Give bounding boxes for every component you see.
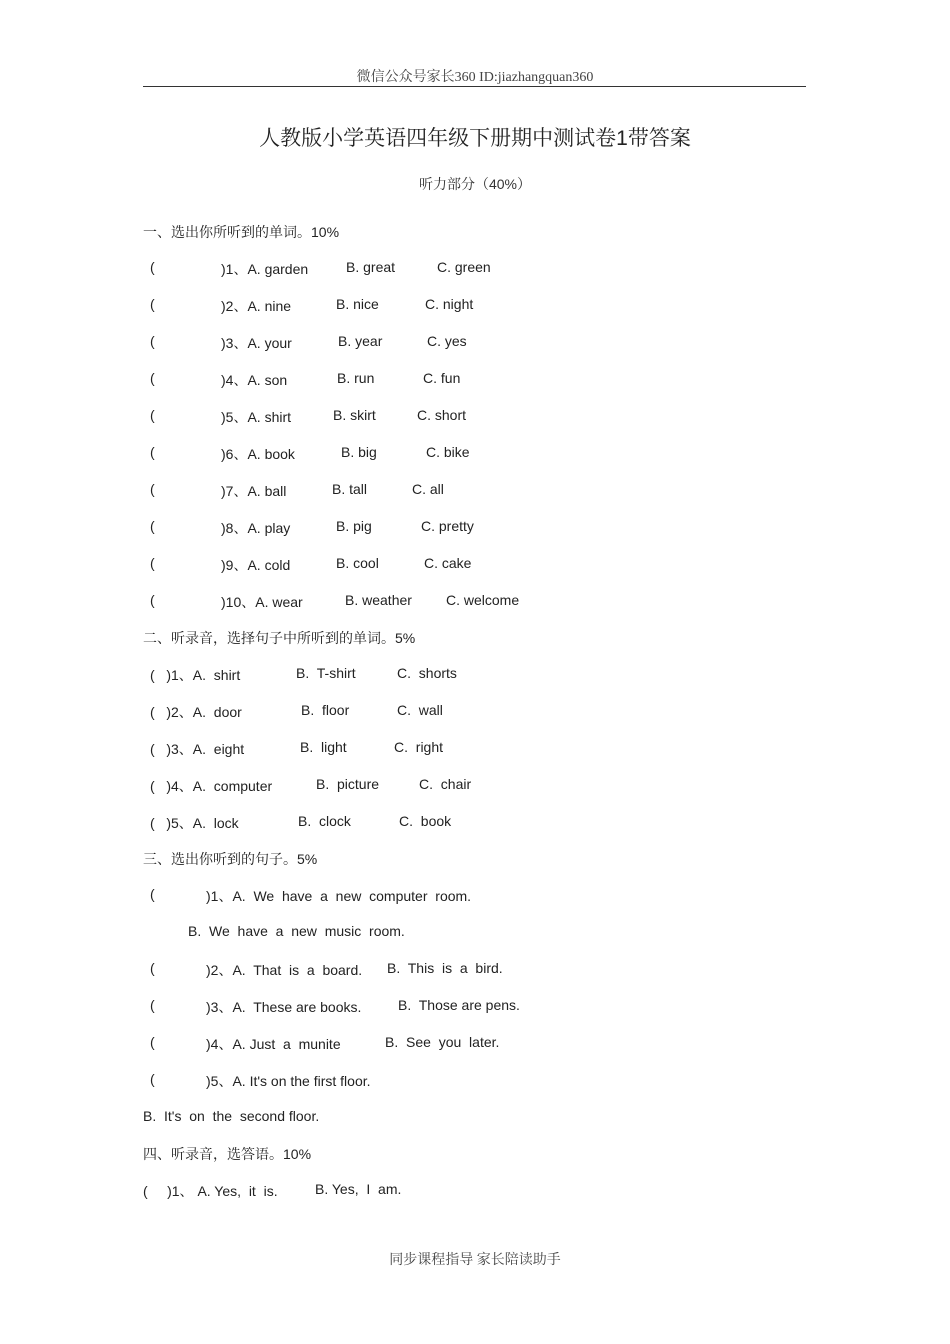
option-c: C. shorts [397, 665, 457, 681]
section3-heading: 三、选出你听到的句子。5% [143, 851, 318, 867]
option-a: ( )1、A. shirt [150, 667, 241, 683]
option-b: B. big [341, 444, 377, 460]
option-c: C. all [412, 481, 444, 497]
option-b: B. year [338, 333, 383, 349]
option-c: C. night [425, 296, 474, 312]
option-a: )10、A. wear [221, 594, 303, 610]
option-b: B. pig [336, 518, 372, 534]
section4-heading: 四、听录音，选答语。10% [143, 1146, 312, 1162]
page-footer: 同步课程指导 家长陪读助手 [389, 1253, 561, 1268]
section2-heading: 二、听录音，选择句子中所听到的单词。5% [143, 630, 416, 646]
option-a: ( )4、A. computer [150, 778, 273, 794]
option-a: )2、A. That is a board. [206, 962, 363, 978]
option-b: B. clock [298, 813, 351, 829]
option-c: C. cake [424, 555, 472, 571]
option-b: B. cool [336, 555, 379, 571]
answer-bracket: ( [150, 1071, 155, 1087]
option-c: C. book [399, 813, 452, 829]
option-b: B. Those are pens. [398, 997, 520, 1013]
section1-heading: 一、选出你所听到的单词。10% [143, 224, 340, 240]
option-a: )7、A. ball [221, 483, 287, 499]
option-c: C. wall [397, 702, 443, 718]
option-a: )4、A. Just a munite [206, 1036, 341, 1052]
page-header: 微信公众号家长360 ID:jiazhangquan360 [356, 70, 594, 85]
option-c: C. welcome [446, 592, 520, 608]
answer-bracket: ( [150, 518, 155, 534]
answer-bracket: ( [150, 407, 155, 423]
option-a: ( )3、A. eight [150, 741, 245, 757]
option-b: B. floor [301, 702, 350, 718]
option-a: )8、A. play [221, 520, 291, 536]
option-b: B. Yes, I am. [315, 1181, 402, 1197]
option-b: B. skirt [333, 407, 376, 423]
option-a: ( )2、A. door [150, 704, 242, 720]
option-a: )3、A. your [221, 335, 292, 351]
option-b: B. T-shirt [296, 665, 356, 681]
page-title: 人教版小学英语四年级下册期中测试卷1带答案 [259, 127, 691, 150]
option-b: B. This is a bird. [387, 960, 503, 976]
header-divider [143, 86, 806, 87]
option-c: C. fun [423, 370, 461, 386]
answer-bracket: ( [150, 555, 155, 571]
option-a: )3、A. These are books. [206, 999, 362, 1015]
option-b: B. See you later. [385, 1034, 500, 1050]
option-a: )6、A. book [221, 446, 295, 462]
option-c: C. bike [426, 444, 470, 460]
option-a: ( )1、 A. Yes, it is. [143, 1183, 278, 1199]
option-a: )5、A. It's on the first floor. [206, 1073, 371, 1089]
option-b: B. picture [316, 776, 380, 792]
answer-bracket: ( [150, 886, 155, 902]
option-b: B. nice [336, 296, 379, 312]
option-b: B. tall [332, 481, 368, 497]
option-a: )1、A. garden [221, 261, 309, 277]
option-c: C. right [394, 739, 444, 755]
option-a: )4、A. son [221, 372, 288, 388]
answer-bracket: ( [150, 1034, 155, 1050]
option-a: ( )5、A. lock [150, 815, 239, 831]
answer-bracket: ( [150, 370, 155, 386]
option-b: B. great [346, 259, 396, 275]
answer-bracket: ( [150, 481, 155, 497]
option-a: )5、A. shirt [221, 409, 292, 425]
option-c: C. yes [427, 333, 467, 349]
answer-bracket: ( [150, 592, 155, 608]
answer-bracket: ( [150, 296, 155, 312]
option-b: B. weather [345, 592, 412, 608]
option-a: )1、A. We have a new computer room. [206, 888, 472, 904]
answer-bracket: ( [150, 444, 155, 460]
section-subtitle: 听力部分（40%） [418, 176, 532, 192]
option-b: B. light [300, 739, 347, 755]
answer-bracket: ( [150, 259, 155, 275]
option-b: B. run [337, 370, 375, 386]
option-c: C. short [417, 407, 467, 423]
option-b: B. It's on the second floor. [143, 1108, 320, 1124]
answer-bracket: ( [150, 960, 155, 976]
option-b: B. We have a new music room. [188, 923, 405, 939]
option-c: C. green [437, 259, 491, 275]
option-c: C. chair [419, 776, 472, 792]
option-a: )2、A. nine [221, 298, 292, 314]
option-a: )9、A. cold [221, 557, 291, 573]
answer-bracket: ( [150, 997, 155, 1013]
option-c: C. pretty [421, 518, 474, 534]
answer-bracket: ( [150, 333, 155, 349]
